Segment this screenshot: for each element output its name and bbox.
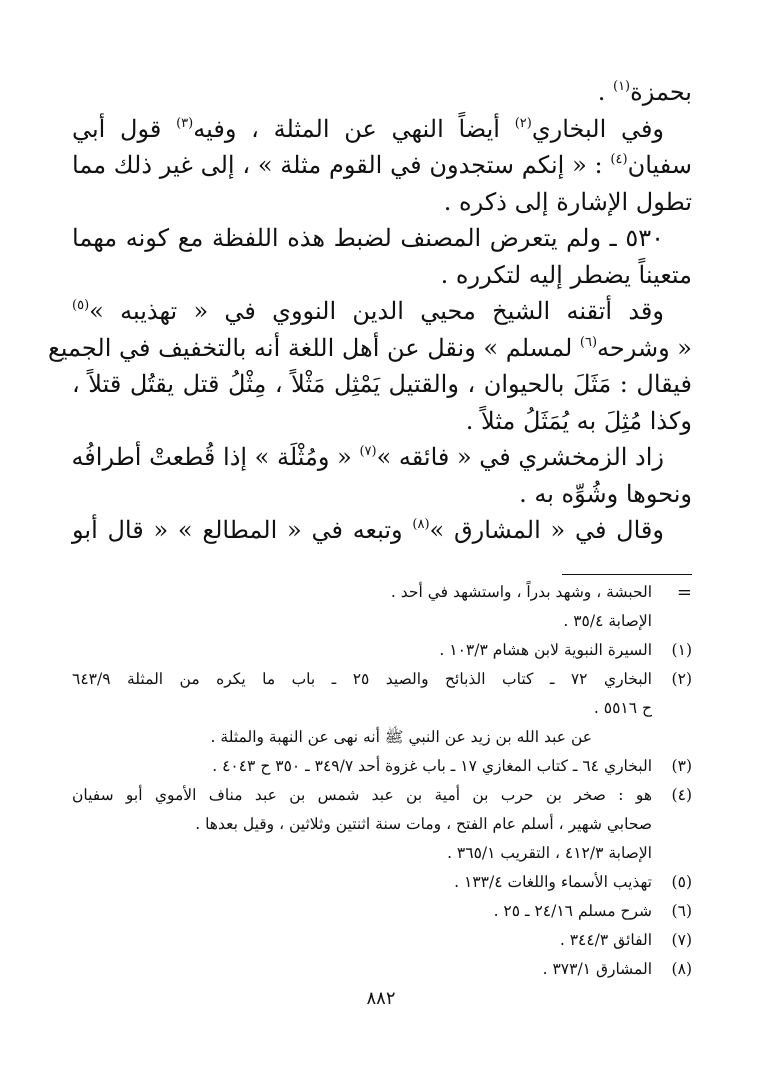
page-number: ٨٨٢ [366, 988, 396, 1009]
footnote-2-quote: عن عبد الله بن زيد عن النبي ﷺ أنه نهى عن النهبة والمثلة . [210, 728, 592, 746]
footnote-continuation: = الحبشة ، وشهد بدراً ، واستشهد في أحد . [390, 582, 692, 603]
footnotes [72, 578, 692, 984]
footnote-continuation-line: الإصابة ٣٥/٤ . [563, 612, 652, 630]
footnote-5: (٥) تهذيب الأسماء واللغات ١٣٣/٤ . [454, 873, 692, 891]
footnote-2: (٢) البخاري ٧٢ ـ كتاب الذبائح والصيد ٢٥ ـ باب ما يكره من المثلة ٦٤٣/٩ ح ٥٥١٦ . [72, 670, 692, 717]
text-line: بحمزة$^{(١)}$ . [597, 78, 692, 106]
text-line: تطول الإشارة إلى ذكره . [443, 187, 692, 216]
text-line: وقال في « المشارق »$^{(٨)}$ وتبعه في « المطالع » « قال أبو [72, 516, 664, 544]
footnote-3: (٣) البخاري ٦٤ ـ كتاب المغازي ١٧ ـ باب غزوة أحد ٣٤٩/٧ ـ ٣٥٠ ح ٤٠٤٣ . [212, 757, 692, 775]
text-line: ونحوها وشُوِّه به . [519, 479, 692, 508]
footnote-7: (٧) الفائق ٣٤٤/٣ . [559, 931, 692, 949]
footnote-1: (١) السيرة النبوية لابن هشام ١٠٣/٣ . [439, 641, 692, 659]
text-line: فيقال : مَثَلَ بالحيوان ، والقتيل يَمْثِل مَثْلاً ، مِثْلُ قتل يقتُل قتلاً ، [72, 370, 692, 398]
text-line: « وشرحه$^{(٦)}$ لمسلم » ونقل عن أهل اللغة أنه بالتخفيف في الجميع [48, 333, 692, 362]
text-line: سفيان$^{(٤)}$ : « إنكم ستجدون في القوم مثلة » ، إلى غير ذلك مما [72, 151, 692, 179]
footnote-separator [562, 574, 692, 575]
text-line: وفي البخاري$^{(٢)}$ أيضاً النهي عن المثلة ، وفيه$^{(٣)}$ قول أبي [72, 114, 665, 143]
text-line: وقد أتقنه الشيخ محيي الدين النووي في « تهذيبه »$^{(٥)}$ [72, 297, 664, 325]
footnote-8: (٨) المشارق ٣٧٣/١ . [542, 960, 692, 978]
footnote-4: (٤) هو : صخر بن حرب بن أمية بن عبد شمس بن عبد مناف الأموي أبو سفيان صحابي شهير ، أسلم عام الفتح ، ومات سنة اثنتين وثلاثين ، وقيل بعدها . الإصابة ٤١٢/٣ ، التقريب ٣٦٥/١ . [72, 786, 692, 862]
footnote-6: (٦) شرح مسلم ٢٤/١٦ ـ ٢٥ . [493, 902, 692, 920]
text-line: وكذا مُثِلَ به يُمَثَلُ مثلاً . [465, 406, 692, 435]
text-line: زاد الزمخشري في « فائقه »$^{(٧)}$ « ومُثْلَة » إذا قُطعتْ أطرافُه [71, 443, 664, 471]
text-line: ٥٣٠ ـ ولم يتعرض المصنف لضبط هذه اللفظة مع كونه مهما [72, 224, 664, 252]
main-text [48, 66, 692, 549]
text-line: متعيناً يضطر إليه لتكرره . [440, 260, 692, 289]
